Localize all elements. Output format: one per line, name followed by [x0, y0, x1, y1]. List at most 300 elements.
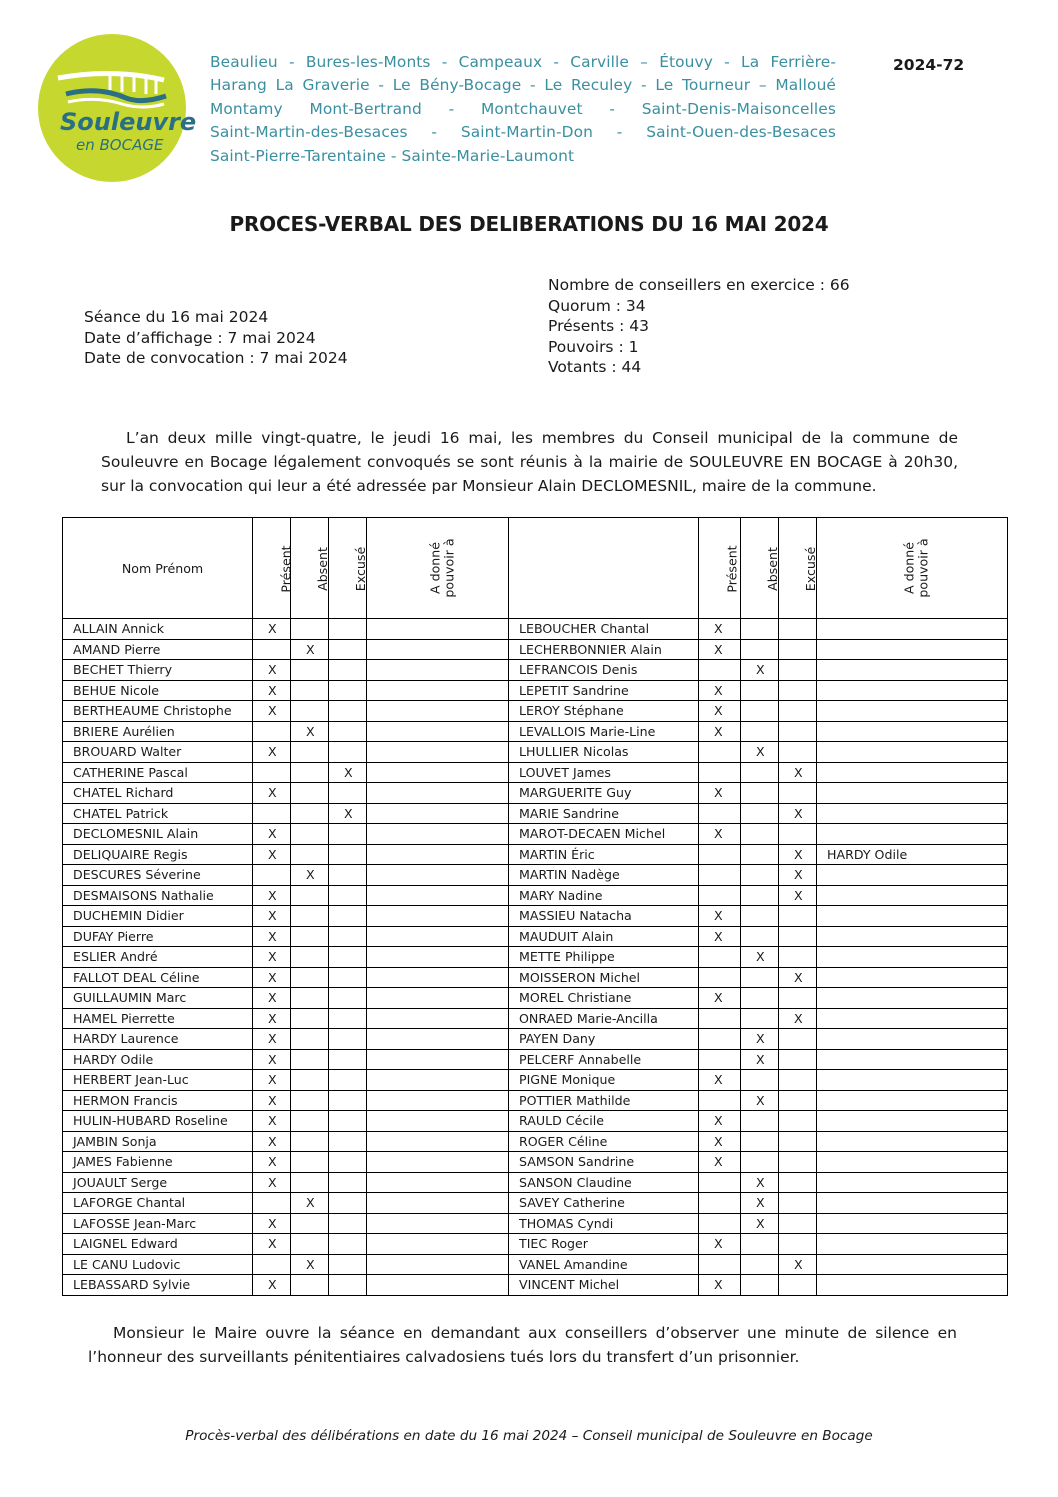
cell-right-excuse	[779, 1029, 817, 1050]
table-row	[63, 885, 1008, 906]
cell-right-nom: MARTIN Nadège	[509, 865, 699, 886]
cell-left-excuse	[329, 844, 367, 865]
cell-right-pouvoir	[817, 1213, 1008, 1234]
cell-right-excuse	[779, 1049, 817, 1070]
cell-right-excuse: X	[779, 865, 817, 886]
cell-left-nom: DESMAISONS Nathalie	[63, 885, 253, 906]
table-row	[63, 660, 1008, 681]
cell-left-excuse	[329, 1131, 367, 1152]
cell-left-present	[253, 1254, 291, 1275]
cell-left-present: X	[253, 742, 291, 763]
cell-right-pouvoir	[817, 783, 1008, 804]
cell-left-absent	[291, 1152, 329, 1173]
cell-left-pouvoir	[367, 967, 509, 988]
table-row	[63, 1111, 1008, 1132]
cell-right-excuse	[779, 1131, 817, 1152]
cell-left-nom: FALLOT DEAL Céline	[63, 967, 253, 988]
cell-left-pouvoir	[367, 926, 509, 947]
cell-left-nom: JOUAULT Serge	[63, 1172, 253, 1193]
cell-left-pouvoir	[367, 762, 509, 783]
cell-left-present: X	[253, 1234, 291, 1255]
cell-right-present: X	[699, 824, 741, 845]
cell-left-excuse	[329, 660, 367, 681]
cell-right-nom: RAULD Cécile	[509, 1111, 699, 1132]
cell-left-nom: HARDY Odile	[63, 1049, 253, 1070]
cell-left-present: X	[253, 967, 291, 988]
cell-left-nom: JAMES Fabienne	[63, 1152, 253, 1173]
cell-left-excuse	[329, 1029, 367, 1050]
cell-left-present: X	[253, 824, 291, 845]
cell-left-excuse	[329, 619, 367, 640]
count-exercice: Nombre de conseillers en exercice : 66	[548, 276, 850, 294]
cell-left-excuse	[329, 1111, 367, 1132]
cell-right-excuse	[779, 1193, 817, 1214]
cell-left-nom: ESLIER André	[63, 947, 253, 968]
cell-left-present	[253, 721, 291, 742]
table-row	[63, 1213, 1008, 1234]
cell-left-present: X	[253, 844, 291, 865]
cell-right-pouvoir	[817, 1152, 1008, 1173]
cell-left-nom: BRIERE Aurélien	[63, 721, 253, 742]
cell-left-pouvoir	[367, 1193, 509, 1214]
cell-left-absent	[291, 742, 329, 763]
cell-right-present	[699, 1049, 741, 1070]
cell-right-excuse	[779, 1152, 817, 1173]
table-row	[63, 1275, 1008, 1296]
attendance-body	[63, 619, 1008, 1296]
cell-right-excuse	[779, 639, 817, 660]
cell-right-excuse: X	[779, 885, 817, 906]
cell-left-pouvoir	[367, 885, 509, 906]
cell-left-excuse	[329, 1193, 367, 1214]
header-present: Présent	[253, 518, 291, 619]
cell-right-nom: LEFRANCOIS Denis	[509, 660, 699, 681]
table-row	[63, 803, 1008, 824]
cell-right-absent	[741, 1008, 779, 1029]
cell-left-absent: X	[291, 1254, 329, 1275]
cell-right-absent	[741, 1254, 779, 1275]
cell-left-excuse: X	[329, 803, 367, 824]
cell-left-present: X	[253, 947, 291, 968]
date-affichage: Date d’affichage : 7 mai 2024	[84, 328, 316, 347]
cell-left-absent	[291, 1172, 329, 1193]
cell-right-pouvoir	[817, 1070, 1008, 1091]
cell-right-pouvoir	[817, 639, 1008, 660]
cell-right-excuse	[779, 926, 817, 947]
cell-left-pouvoir	[367, 1213, 509, 1234]
cell-right-nom: LEVALLOIS Marie-Line	[509, 721, 699, 742]
cell-left-excuse	[329, 824, 367, 845]
cell-left-pouvoir	[367, 1070, 509, 1091]
cell-right-absent	[741, 619, 779, 640]
cell-left-present: X	[253, 1213, 291, 1234]
cell-right-pouvoir	[817, 803, 1008, 824]
cell-left-nom: DUFAY Pierre	[63, 926, 253, 947]
cell-right-excuse	[779, 619, 817, 640]
cell-right-nom: LECHERBONNIER Alain	[509, 639, 699, 660]
table-row	[63, 639, 1008, 660]
cell-left-nom: LAFORGE Chantal	[63, 1193, 253, 1214]
cell-right-pouvoir	[817, 1254, 1008, 1275]
cell-right-nom: LEPETIT Sandrine	[509, 680, 699, 701]
cell-right-present	[699, 967, 741, 988]
cell-left-excuse	[329, 988, 367, 1009]
cell-right-present	[699, 1008, 741, 1029]
cell-left-nom: CHATEL Patrick	[63, 803, 253, 824]
cell-right-present: X	[699, 926, 741, 947]
cell-right-pouvoir	[817, 926, 1008, 947]
cell-right-nom: SAVEY Catherine	[509, 1193, 699, 1214]
table-row	[63, 1049, 1008, 1070]
cell-right-absent	[741, 721, 779, 742]
table-row	[63, 1193, 1008, 1214]
cell-right-nom: LHULLIER Nicolas	[509, 742, 699, 763]
cell-left-pouvoir	[367, 824, 509, 845]
cell-right-present: X	[699, 906, 741, 927]
cell-left-absent	[291, 1111, 329, 1132]
cell-right-excuse	[779, 824, 817, 845]
cell-right-excuse	[779, 742, 817, 763]
cell-left-excuse	[329, 639, 367, 660]
page-footer: Procès-verbal des délibérations en date du 16 mai 2024 – Conseil municipal de Souleuvre en Bocage	[185, 1428, 873, 1444]
communes-line: Montamy Mont-Bertrand - Montchauvet - Saint-Denis-Maisoncelles	[210, 99, 836, 118]
cell-left-present	[253, 803, 291, 824]
cell-right-excuse	[779, 1213, 817, 1234]
cell-left-absent	[291, 1213, 329, 1234]
date-convocation: Date de convocation : 7 mai 2024	[84, 349, 348, 367]
cell-left-absent	[291, 660, 329, 681]
cell-right-present	[699, 885, 741, 906]
page-title: PROCES-VERBAL DES DELIBERATIONS DU 16 MAI 2024	[229, 212, 829, 236]
cell-left-pouvoir	[367, 639, 509, 660]
table-row	[63, 967, 1008, 988]
header-nom: Nom Prénom	[63, 518, 253, 619]
cell-right-excuse: X	[779, 967, 817, 988]
cell-left-pouvoir	[367, 1090, 509, 1111]
quorum-counts	[548, 275, 850, 378]
cell-left-absent	[291, 680, 329, 701]
cell-right-excuse	[779, 680, 817, 701]
cell-left-pouvoir	[367, 742, 509, 763]
cell-right-excuse: X	[779, 844, 817, 865]
cell-left-nom: BECHET Thierry	[63, 660, 253, 681]
cell-right-absent	[741, 1234, 779, 1255]
cell-right-pouvoir	[817, 1008, 1008, 1029]
cell-left-pouvoir	[367, 803, 509, 824]
cell-left-absent: X	[291, 721, 329, 742]
cell-left-pouvoir	[367, 619, 509, 640]
cell-right-nom: MARIE Sandrine	[509, 803, 699, 824]
cell-right-present: X	[699, 701, 741, 722]
table-row	[63, 1008, 1008, 1029]
cell-left-nom: GUILLAUMIN Marc	[63, 988, 253, 1009]
cell-left-pouvoir	[367, 1275, 509, 1296]
cell-right-absent	[741, 783, 779, 804]
cell-left-pouvoir	[367, 1049, 509, 1070]
document-number: 2024-72	[893, 56, 965, 74]
table-row	[63, 701, 1008, 722]
cell-left-nom: LE CANU Ludovic	[63, 1254, 253, 1275]
cell-right-absent	[741, 926, 779, 947]
cell-right-present: X	[699, 639, 741, 660]
logo-line2: en BOCAGE	[76, 136, 164, 154]
cell-right-absent	[741, 762, 779, 783]
cell-left-pouvoir	[367, 1131, 509, 1152]
cell-left-nom: DUCHEMIN Didier	[63, 906, 253, 927]
cell-left-excuse	[329, 967, 367, 988]
cell-left-pouvoir	[367, 865, 509, 886]
cell-right-absent	[741, 701, 779, 722]
cell-right-present	[699, 762, 741, 783]
cell-right-excuse	[779, 1070, 817, 1091]
cell-right-pouvoir	[817, 742, 1008, 763]
cell-right-present: X	[699, 619, 741, 640]
cell-left-nom: HULIN-HUBARD Roseline	[63, 1111, 253, 1132]
cell-right-pouvoir	[817, 619, 1008, 640]
cell-left-absent	[291, 906, 329, 927]
cell-left-excuse	[329, 1275, 367, 1296]
cell-left-nom: BERTHEAUME Christophe	[63, 701, 253, 722]
cell-left-excuse	[329, 1070, 367, 1091]
attendance-table	[62, 517, 1008, 1296]
cell-left-pouvoir	[367, 721, 509, 742]
cell-right-nom: POTTIER Mathilde	[509, 1090, 699, 1111]
cell-left-absent	[291, 1090, 329, 1111]
cell-right-absent: X	[741, 1049, 779, 1070]
cell-left-absent	[291, 1070, 329, 1091]
cell-right-pouvoir	[817, 680, 1008, 701]
cell-left-absent	[291, 988, 329, 1009]
cell-left-excuse	[329, 721, 367, 742]
table-row	[63, 742, 1008, 763]
cell-right-excuse: X	[779, 1008, 817, 1029]
cell-right-absent	[741, 844, 779, 865]
cell-left-present: X	[253, 1131, 291, 1152]
cell-left-nom: DELIQUAIRE Regis	[63, 844, 253, 865]
cell-left-pouvoir	[367, 1254, 509, 1275]
count-pouvoirs: Pouvoirs : 1	[548, 337, 639, 356]
cell-right-present	[699, 742, 741, 763]
cell-right-pouvoir	[817, 885, 1008, 906]
cell-right-excuse	[779, 1234, 817, 1255]
count-votants: Votants : 44	[548, 358, 642, 376]
seance-date: Séance du 16 mai 2024	[84, 308, 269, 326]
cell-right-absent	[741, 1131, 779, 1152]
cell-right-pouvoir	[817, 865, 1008, 886]
table-row	[63, 619, 1008, 640]
cell-left-excuse	[329, 783, 367, 804]
cell-left-absent	[291, 947, 329, 968]
cell-left-absent	[291, 824, 329, 845]
cell-left-present: X	[253, 1111, 291, 1132]
cell-left-nom: HARDY Laurence	[63, 1029, 253, 1050]
table-row	[63, 926, 1008, 947]
cell-right-pouvoir	[817, 762, 1008, 783]
cell-right-present: X	[699, 1275, 741, 1296]
cell-left-absent	[291, 803, 329, 824]
cell-left-nom: CATHERINE Pascal	[63, 762, 253, 783]
cell-left-nom: HERBERT Jean-Luc	[63, 1070, 253, 1091]
cell-right-present	[699, 1172, 741, 1193]
cell-right-pouvoir	[817, 906, 1008, 927]
communes-line: Saint-Martin-des-Besaces - Saint-Martin-Don - Saint-Ouen-des-Besaces	[210, 123, 836, 142]
cell-left-nom: AMAND Pierre	[63, 639, 253, 660]
cell-left-absent	[291, 885, 329, 906]
cell-right-absent	[741, 885, 779, 906]
cell-right-absent: X	[741, 1172, 779, 1193]
cell-left-nom: BROUARD Walter	[63, 742, 253, 763]
cell-right-nom: ROGER Céline	[509, 1131, 699, 1152]
cell-right-excuse	[779, 988, 817, 1009]
table-row	[63, 762, 1008, 783]
table-row	[63, 947, 1008, 968]
intro-paragraph: L’an deux mille vingt-quatre, le jeudi 16 mai, les membres du Conseil municipal de la commune de Souleuvre en Bocage légalement convoqués se sont réunis à la mairie de SOULEUVRE EN BOCAGE à 20h30, sur la convocation qui leur a été adressée par Monsieur Alain DECLOMESNIL, maire de la commune.	[101, 429, 958, 496]
cell-right-absent: X	[741, 1029, 779, 1050]
cell-right-nom: METTE Philippe	[509, 947, 699, 968]
cell-left-nom: LAFOSSE Jean-Marc	[63, 1213, 253, 1234]
cell-left-absent	[291, 1008, 329, 1029]
cell-left-excuse	[329, 906, 367, 927]
cell-left-excuse	[329, 947, 367, 968]
cell-right-present	[699, 660, 741, 681]
cell-left-pouvoir	[367, 1172, 509, 1193]
cell-right-pouvoir	[817, 1029, 1008, 1050]
cell-left-pouvoir	[367, 906, 509, 927]
cell-left-present: X	[253, 1008, 291, 1029]
cell-right-nom: ONRAED Marie-Ancilla	[509, 1008, 699, 1029]
cell-right-pouvoir	[817, 660, 1008, 681]
cell-left-excuse	[329, 926, 367, 947]
cell-left-absent	[291, 1234, 329, 1255]
cell-right-nom: LEBOUCHER Chantal	[509, 619, 699, 640]
cell-right-present	[699, 1213, 741, 1234]
cell-right-excuse	[779, 1111, 817, 1132]
cell-right-present: X	[699, 1070, 741, 1091]
cell-right-pouvoir	[817, 967, 1008, 988]
cell-left-pouvoir	[367, 1029, 509, 1050]
cell-left-present: X	[253, 885, 291, 906]
cell-right-absent: X	[741, 1090, 779, 1111]
cell-left-present	[253, 1193, 291, 1214]
cell-left-absent: X	[291, 1193, 329, 1214]
cell-right-pouvoir	[817, 1049, 1008, 1070]
cell-left-nom: HAMEL Pierrette	[63, 1008, 253, 1029]
cell-left-excuse	[329, 742, 367, 763]
cell-right-present	[699, 947, 741, 968]
cell-right-absent	[741, 1070, 779, 1091]
cell-right-present	[699, 803, 741, 824]
cell-right-pouvoir	[817, 1275, 1008, 1296]
cell-left-present: X	[253, 660, 291, 681]
cell-right-pouvoir	[817, 1193, 1008, 1214]
cell-right-absent: X	[741, 660, 779, 681]
cell-right-absent	[741, 967, 779, 988]
cell-right-excuse	[779, 1172, 817, 1193]
table-row	[63, 1254, 1008, 1275]
header-pouvoir: A donné pouvoir à	[367, 518, 509, 619]
cell-left-nom: BEHUE Nicole	[63, 680, 253, 701]
cell-left-nom: JAMBIN Sonja	[63, 1131, 253, 1152]
table-row	[63, 865, 1008, 886]
cell-right-pouvoir	[817, 1172, 1008, 1193]
header-pouvoir-right: A donné pouvoir à	[817, 518, 1008, 619]
cell-left-pouvoir	[367, 988, 509, 1009]
cell-right-pouvoir	[817, 947, 1008, 968]
cell-left-nom: CHATEL Richard	[63, 783, 253, 804]
cell-right-nom: SAMSON Sandrine	[509, 1152, 699, 1173]
cell-left-excuse	[329, 680, 367, 701]
cell-left-nom: DECLOMESNIL Alain	[63, 824, 253, 845]
cell-right-excuse	[779, 721, 817, 742]
cell-left-present: X	[253, 783, 291, 804]
cell-right-present: X	[699, 783, 741, 804]
cell-right-pouvoir	[817, 1111, 1008, 1132]
cell-right-excuse	[779, 906, 817, 927]
table-row	[63, 680, 1008, 701]
cell-left-absent	[291, 1275, 329, 1296]
cell-left-excuse	[329, 1090, 367, 1111]
cell-right-nom: LOUVET James	[509, 762, 699, 783]
cell-left-absent: X	[291, 639, 329, 660]
table-row	[63, 783, 1008, 804]
cell-right-nom: THOMAS Cyndi	[509, 1213, 699, 1234]
cell-right-excuse: X	[779, 1254, 817, 1275]
cell-left-absent	[291, 1049, 329, 1070]
cell-left-absent	[291, 1029, 329, 1050]
cell-right-present	[699, 844, 741, 865]
cell-right-nom: MAROT-DECAEN Michel	[509, 824, 699, 845]
closing-paragraph: Monsieur le Maire ouvre la séance en demandant aux conseillers d’observer une minute de silence en l’honneur des surveillants pénitentiaires calvadosiens tués lors du transfert d’un prisonnier.	[88, 1324, 957, 1366]
cell-right-excuse	[779, 1275, 817, 1296]
cell-left-present: X	[253, 680, 291, 701]
count-quorum: Quorum : 34	[548, 296, 646, 315]
table-row	[63, 1152, 1008, 1173]
cell-left-nom: ALLAIN Annick	[63, 619, 253, 640]
cell-left-pouvoir	[367, 1111, 509, 1132]
cell-left-absent	[291, 619, 329, 640]
cell-right-absent: X	[741, 947, 779, 968]
cell-right-absent: X	[741, 1213, 779, 1234]
cell-right-absent	[741, 1152, 779, 1173]
table-header-row	[63, 518, 1008, 619]
cell-left-absent	[291, 967, 329, 988]
cell-right-absent: X	[741, 742, 779, 763]
header-excuse-right: Excusé	[779, 518, 817, 619]
cell-right-present: X	[699, 988, 741, 1009]
table-row	[63, 906, 1008, 927]
cell-left-absent	[291, 926, 329, 947]
cell-left-excuse	[329, 1049, 367, 1070]
cell-right-present: X	[699, 721, 741, 742]
cell-right-nom: MASSIEU Natacha	[509, 906, 699, 927]
cell-right-nom: TIEC Roger	[509, 1234, 699, 1255]
cell-left-present: X	[253, 988, 291, 1009]
cell-left-absent	[291, 844, 329, 865]
cell-right-nom: PELCERF Annabelle	[509, 1049, 699, 1070]
communes-line: Saint-Pierre-Tarentaine - Sainte-Marie-Laumont	[210, 146, 575, 165]
cell-right-nom: PAYEN Dany	[509, 1029, 699, 1050]
cell-left-present	[253, 639, 291, 660]
cell-right-excuse	[779, 660, 817, 681]
header-absent-right: Absent	[741, 518, 779, 619]
cell-left-pouvoir	[367, 783, 509, 804]
cell-left-absent	[291, 701, 329, 722]
cell-left-absent	[291, 762, 329, 783]
cell-left-nom: LAIGNEL Edward	[63, 1234, 253, 1255]
cell-left-excuse	[329, 1254, 367, 1275]
cell-left-excuse	[329, 1152, 367, 1173]
cell-left-present: X	[253, 1152, 291, 1173]
